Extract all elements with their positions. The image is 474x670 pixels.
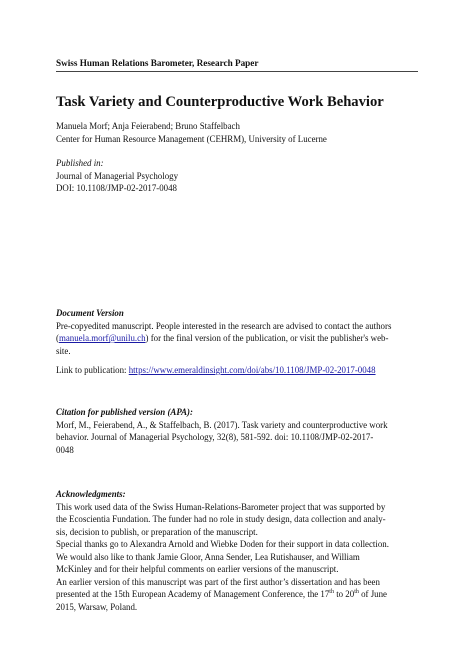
acknowledgments-line: sis, decision to publish, or preparation of the manuscript. [56,526,258,537]
document-version-text-1: Pre-copyedited manuscript. People interested in the research are advised to contact the authors [56,320,392,331]
dates-text-c: of June [358,589,387,599]
acknowledgments-block [56,488,422,613]
dates-text-b: to 20 [333,589,355,599]
citation-text-2: behavior. Journal of Managerial Psychology, 32(8), 581-592. doi: 10.1108/JMP-02-2017- [56,432,374,442]
acknowledgments-line: An earlier version of this manuscript was part of the first author’s dissertation and has been [56,576,380,587]
journal-name: Journal of Managerial Psychology [56,170,179,181]
ordinal-suffix: th [354,589,359,596]
citation-label: Citation for published version (APA): [56,407,193,417]
acknowledgments-final-line: 2015, Warsaw, Poland. [56,601,138,612]
published-label: Published in: [56,158,104,168]
publication-link[interactable]: https://www.emeraldinsight.com/doi/abs/10.1108/JMP-02-2017-0048 [128,365,376,375]
document-version-text-2-rest: ) for the final version of the publication, or visit the publisher's web- [145,333,389,343]
acknowledgments-line: We would also like to thank Jamie Gloor, Anna Sender, Lea Rutishauser, and William [56,551,360,562]
dates-text-a: presented at the 15th European Academy of Management Conference, the 17 [56,589,330,599]
publication-link-line [56,364,422,377]
acknowledgments-line: the Ecoscientia Fundation. The funder had no role in study design, data collection and analy- [56,514,386,524]
publication-link-prefix: Link to publication: [56,365,129,375]
author-email-link[interactable]: manuela.morf@unilu.ch [58,333,146,343]
document-version-label: Document Version [56,308,124,318]
document-version-block [56,307,422,377]
paper-title: Task Variety and Counterproductive Work Behavior [56,94,384,110]
acknowledgments-line: McKinley and for their helpful comments on earlier versions of the manuscript. [56,564,339,574]
citation-text-3: 0048 [56,444,74,455]
document-version-text-2 [56,332,422,345]
citation-text-1: Morf, M., Feierabend, A., & Staffelbach, B. (2017). Task variety and counterproductive work [56,419,388,430]
running-head: Swiss Human Relations Barometer, Research Paper [56,58,259,68]
header-divider [56,71,418,72]
acknowledgments-label: Acknowledgments: [56,489,126,499]
author-names: Manuela Morf; Anja Feierabend; Bruno Staffelbach [56,121,240,131]
acknowledgments-line-dates [56,588,422,601]
authors-block [56,120,422,145]
acknowledgments-line: Special thanks go to Alexandra Arnold and Wiebke Doden for their support in data collection. [56,539,389,549]
citation-block [56,406,422,456]
ordinal-suffix: th [329,589,334,596]
acknowledgments-line: This work used data of the Swiss Human-Relations-Barometer project that was supported by [56,501,386,512]
author-affiliation: Center for Human Resource Management (CEHRM), University of Lucerne [56,133,327,144]
doi-text: DOI: 10.1108/JMP-02-2017-0048 [56,183,177,193]
document-version-text-3: site. [56,345,71,356]
published-block [56,157,422,195]
paren-open: ( [56,333,59,343]
